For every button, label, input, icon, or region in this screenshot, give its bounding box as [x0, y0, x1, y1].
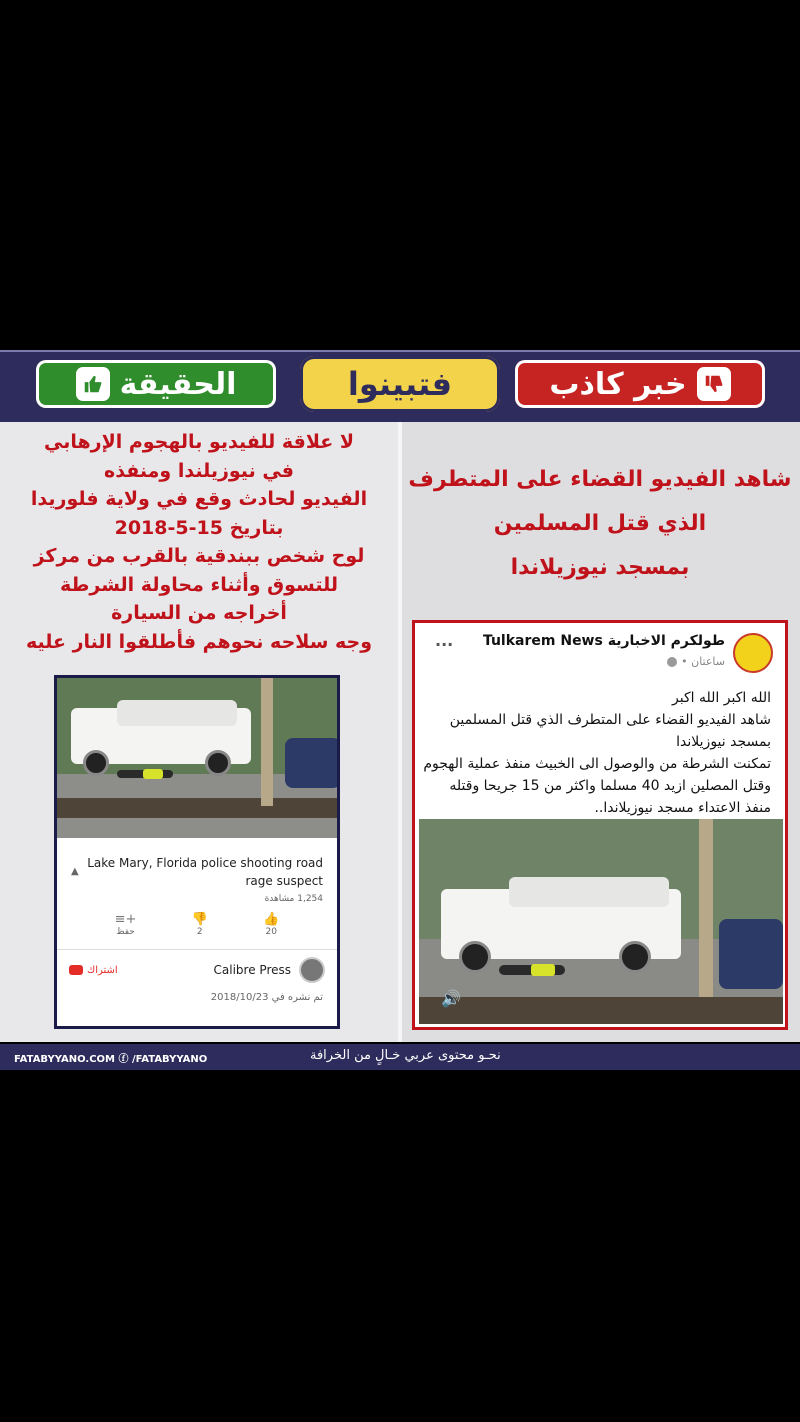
youtube-icon	[69, 965, 83, 975]
post-line: منفذ الاعتداء مسجد نيوزيلاندا..	[594, 800, 771, 816]
video-title: Lake Mary, Florida police shooting road rage suspect	[87, 856, 323, 888]
youtube-screenshot	[54, 675, 340, 1029]
collapse-arrow-icon[interactable]: ▲	[71, 866, 79, 877]
truth-line: وجه سلاحه نحوهم فأطلقوا النار عليه	[25, 630, 373, 653]
truth-line: لوح شخص ببندقية بالقرب من مركز	[33, 545, 365, 567]
logo	[300, 356, 500, 412]
thumbs-down-icon: 👎	[191, 912, 208, 927]
add-to-playlist-icon: ≡+	[114, 912, 137, 927]
post-video[interactable]	[419, 819, 783, 1024]
fake-line: شاهد الفيديو القضاء على المتطرف	[408, 467, 792, 492]
fake-claim	[405, 458, 795, 590]
action-row	[57, 904, 337, 937]
truth-line: في نيوزيلندا ومنفذه	[104, 459, 294, 482]
channel-avatar[interactable]	[299, 957, 325, 983]
post-text	[421, 687, 771, 819]
dislike-button[interactable]: 👎 2	[191, 912, 208, 937]
thumbs-down-icon	[697, 367, 731, 401]
footer-site: FATABYYANO.COM ⓕ /FATABYYANO	[14, 1054, 208, 1065]
post-menu-icon[interactable]: ...	[435, 631, 454, 650]
post-line: بمسجد نيوزيلاندا	[676, 734, 771, 750]
video-meta	[57, 840, 337, 1003]
truth-explanation	[8, 428, 390, 656]
footer-slogan: نحـو محتوى عربي خـالٍ من الخرافة	[310, 1048, 501, 1063]
post-line: الله اكبر الله اكبر	[672, 690, 771, 706]
subscribe-button[interactable]: اشتراك	[69, 965, 118, 976]
channel-row	[57, 949, 337, 990]
truth-line: لا علاقة للفيديو بالهجوم الإرهابي	[43, 431, 355, 453]
fake-line: بمسجد نيوزيلاندا	[510, 555, 690, 580]
view-count: 1,254 مشاهدة	[264, 894, 323, 904]
facebook-post-screenshot	[412, 620, 788, 1030]
volume-icon[interactable]: 🔊	[441, 989, 461, 1008]
truth-line: الفيديو لحادث وقع في ولاية فلوريدا	[30, 488, 368, 510]
truth-badge	[36, 360, 276, 408]
truth-line: أخراجه من السيارة	[111, 602, 287, 624]
truth-line: بتاريخ 15-5-2018	[114, 516, 284, 539]
save-button[interactable]: ≡+ حفظ	[114, 912, 137, 937]
thumbs-up-icon	[76, 367, 110, 401]
fake-news-badge	[515, 360, 765, 408]
panel-divider	[398, 422, 402, 1042]
post-line: شاهد الفيديو القضاء على المتطرف الذي قتل المسلمين	[449, 712, 771, 728]
like-button[interactable]: 👍 20	[263, 912, 280, 937]
post-line: تمكنت الشرطة من والوصول الى الخبيث منفذ عملية الهجوم	[423, 756, 771, 772]
fake-news-label: خبر كاذب	[549, 366, 687, 402]
channel-name[interactable]: Calibre Press	[213, 963, 291, 977]
globe-icon	[667, 657, 677, 667]
footer-band	[0, 1044, 800, 1070]
thumbs-up-icon: 👍	[263, 912, 280, 927]
truth-label: الحقيقة	[119, 366, 237, 402]
page-name[interactable]: طولكرم الاخبارية Tulkarem News	[482, 633, 725, 649]
post-line: وقتل المصلين ازيد 40 مسلما واكثر من 15 جريحا وقتله	[449, 778, 771, 794]
post-time: ساعتان •	[681, 655, 725, 668]
truth-line: للتسوق وأثناء محاولة الشرطة	[59, 573, 339, 596]
logo-text: فتبينوا	[347, 365, 453, 403]
publish-date: تم نشره في 2018/10/23	[210, 992, 323, 1003]
fake-line: الذي قتل المسلمين	[493, 511, 707, 536]
page-avatar[interactable]	[733, 633, 773, 673]
video-frame	[57, 678, 337, 838]
